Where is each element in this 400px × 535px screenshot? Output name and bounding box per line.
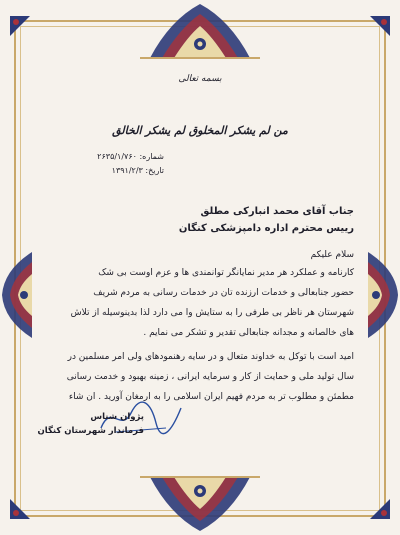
right-ornament-icon <box>364 250 400 340</box>
letter-number <box>97 152 164 161</box>
motto-heading: من لم یشکر المخلوق لم یشکر الخالق <box>112 124 288 137</box>
letter-date <box>112 166 164 175</box>
signatory-title: فرماندار شهرستان کنگان <box>37 426 144 436</box>
body-line: کارنامه و عملکرد هر مدیر نمایانگر توانمندی ها و عزم اوست بی شک <box>98 268 354 278</box>
corner-ornament-icon <box>8 14 32 38</box>
body-line: شهرستان هر ناظر بی طرفی را به ستایش وا می دارد لذا بدینوسیله از تلاش <box>70 308 354 318</box>
corner-ornament-icon <box>8 497 32 521</box>
addressee-title: رییس محترم اداره دامپزشکی کنگان <box>178 223 354 234</box>
corner-ornament-icon <box>368 497 392 521</box>
greeting: سلام علیکم <box>310 250 354 260</box>
body-line: های خالصانه و مجدانه جنابعالی تقدیر و تشکر می نمایم . <box>143 328 354 338</box>
left-ornament-icon <box>0 250 36 340</box>
number-value: ۲۶۳۵/۱/۷۶۰ <box>97 152 137 161</box>
bismillah-heading: بسمه تعالی <box>178 74 222 84</box>
corner-ornament-icon <box>368 14 392 38</box>
bottom-ornament-icon <box>140 473 260 535</box>
body-line: مطمئن و مطلوب تر به مردم فهیم ایران اسلامی را به ارمغان آورید . ان شاء <box>68 392 354 402</box>
letter-content <box>36 60 364 480</box>
date-label: تاریخ: <box>145 166 164 175</box>
body-line: امید است با توکل به خداوند متعال و در سایه رهنمودهای ولی امر مسلمین در <box>67 352 354 362</box>
date-value: ۱۳۹۱/۲/۳ <box>111 166 143 175</box>
body-line: حضور جنابعالی و خدمات ارزنده تان در خدمات رسانی به مردم شریف <box>93 288 354 298</box>
number-label: شماره: <box>139 152 164 161</box>
top-ornament-icon <box>140 0 260 62</box>
signatory-name: پژوان شناس <box>90 412 144 422</box>
body-line: سال تولید ملی و حمایت از کار و سرمایه ایرانی ، زمینه بهبود و خدمت رسانی <box>66 372 354 382</box>
addressee-name: جناب آقای محمد انبارکی مطلق <box>200 206 354 217</box>
